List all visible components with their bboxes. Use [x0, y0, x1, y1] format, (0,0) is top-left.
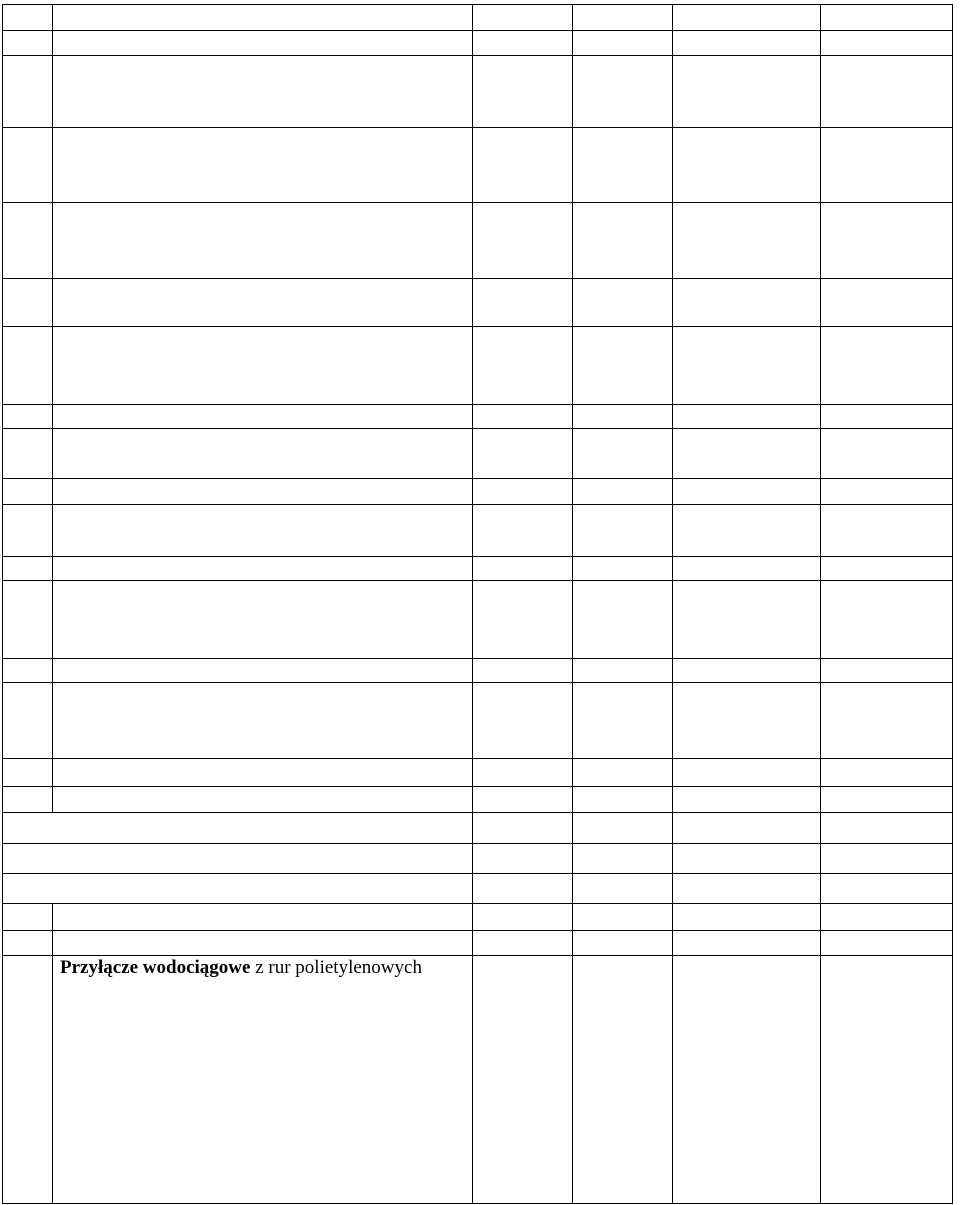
- grid-line: [572, 812, 573, 844]
- grid-line: [52, 202, 53, 279]
- grid-line: [952, 556, 953, 581]
- grid-line: [820, 758, 821, 787]
- grid-line: [2, 812, 3, 844]
- grid-line: [52, 580, 53, 659]
- grid-line: [572, 127, 573, 203]
- grid-line: [2, 843, 953, 844]
- grid-line: [2, 504, 3, 557]
- grid-line: [820, 786, 821, 813]
- grid-line: [672, 428, 673, 479]
- grid-line: [820, 873, 821, 904]
- grid-line: [952, 580, 953, 659]
- grid-line: [952, 955, 953, 1204]
- grid-line: [2, 30, 953, 31]
- grid-line: [672, 812, 673, 844]
- grid-line: [952, 326, 953, 405]
- grid-line: [2, 478, 3, 505]
- grid-line: [572, 903, 573, 931]
- grid-line: [2, 556, 953, 557]
- grid-line: [820, 682, 821, 759]
- grid-line: [2, 478, 953, 479]
- grid-line: [820, 478, 821, 505]
- grid-line: [2, 55, 953, 56]
- grid-line: [472, 580, 473, 659]
- grid-line: [52, 404, 53, 429]
- grid-line: [52, 4, 53, 31]
- grid-line: [472, 404, 473, 429]
- grid-line: [952, 404, 953, 429]
- grid-line: [672, 478, 673, 505]
- grid-line: [952, 55, 953, 128]
- grid-line: [472, 478, 473, 505]
- grid-line: [2, 1203, 953, 1204]
- grid-line: [2, 202, 953, 203]
- grid-line: [952, 478, 953, 505]
- description-rest: z rur polietylenowych: [250, 957, 422, 978]
- grid-line: [52, 127, 53, 203]
- grid-line: [952, 4, 953, 31]
- grid-line: [472, 4, 473, 31]
- grid-line: [2, 580, 953, 581]
- grid-line: [52, 428, 53, 479]
- grid-line: [820, 812, 821, 844]
- grid-line: [672, 658, 673, 683]
- grid-line: [2, 812, 953, 813]
- grid-line: [952, 812, 953, 844]
- grid-line: [2, 786, 3, 813]
- grid-line: [820, 55, 821, 128]
- grid-line: [472, 955, 473, 1204]
- grid-line: [952, 658, 953, 683]
- grid-line: [472, 556, 473, 581]
- grid-line: [572, 278, 573, 327]
- grid-line: [572, 428, 573, 479]
- grid-line: [2, 955, 953, 956]
- grid-line: [820, 504, 821, 557]
- grid-line: [52, 658, 53, 683]
- grid-line: [672, 4, 673, 31]
- grid-line: [672, 504, 673, 557]
- grid-line: [52, 278, 53, 327]
- grid-line: [472, 843, 473, 874]
- grid-line: [52, 504, 53, 557]
- grid-line: [2, 758, 3, 787]
- grid-line: [572, 682, 573, 759]
- grid-line: [952, 278, 953, 327]
- grid-line: [472, 504, 473, 557]
- grid-line: [2, 930, 3, 956]
- grid-line: [52, 786, 53, 813]
- grid-line: [820, 930, 821, 956]
- grid-line: [52, 55, 53, 128]
- grid-line: [952, 127, 953, 203]
- grid-line: [672, 758, 673, 787]
- grid-line: [672, 682, 673, 759]
- grid-line: [52, 758, 53, 787]
- grid-line: [2, 30, 3, 56]
- grid-line: [572, 202, 573, 279]
- grid-line: [472, 682, 473, 759]
- grid-line: [820, 955, 821, 1204]
- grid-line: [472, 278, 473, 327]
- grid-line: [820, 903, 821, 931]
- grid-line: [472, 786, 473, 813]
- grid-line: [572, 478, 573, 505]
- grid-line: [472, 758, 473, 787]
- grid-line: [572, 556, 573, 581]
- grid-line: [672, 955, 673, 1204]
- grid-line: [672, 127, 673, 203]
- grid-line: [2, 55, 3, 128]
- grid-line: [672, 556, 673, 581]
- grid-line: [2, 903, 953, 904]
- grid-line: [472, 202, 473, 279]
- grid-line: [2, 903, 3, 931]
- grid-line: [820, 404, 821, 429]
- grid-line: [472, 658, 473, 683]
- grid-line: [472, 873, 473, 904]
- item-description-line: [60, 957, 470, 979]
- grid-line: [820, 202, 821, 279]
- grid-line: [2, 202, 3, 279]
- grid-line: [52, 556, 53, 581]
- grid-line: [2, 127, 953, 128]
- grid-line: [952, 30, 953, 56]
- grid-line: [672, 55, 673, 128]
- grid-line: [572, 658, 573, 683]
- grid-line: [2, 843, 3, 874]
- grid-line: [952, 202, 953, 279]
- grid-line: [2, 930, 953, 931]
- grid-line: [52, 478, 53, 505]
- grid-line: [820, 30, 821, 56]
- grid-line: [472, 326, 473, 405]
- grid-line: [572, 504, 573, 557]
- grid-line: [472, 30, 473, 56]
- grid-line: [2, 326, 953, 327]
- grid-line: [2, 786, 953, 787]
- grid-line: [2, 4, 953, 5]
- grid-line: [572, 843, 573, 874]
- grid-line: [572, 758, 573, 787]
- grid-line: [52, 903, 53, 931]
- grid-line: [472, 55, 473, 128]
- grid-line: [952, 873, 953, 904]
- grid-line: [472, 812, 473, 844]
- grid-line: [572, 873, 573, 904]
- grid-line: [572, 955, 573, 1204]
- grid-line: [2, 428, 953, 429]
- grid-line: [472, 930, 473, 956]
- grid-line: [2, 580, 3, 659]
- grid-line: [2, 682, 3, 759]
- grid-line: [672, 404, 673, 429]
- grid-line: [2, 955, 3, 1204]
- grid-line: [472, 903, 473, 931]
- grid-line: [572, 404, 573, 429]
- grid-line: [820, 658, 821, 683]
- grid-line: [672, 873, 673, 904]
- grid-line: [672, 903, 673, 931]
- grid-line: [2, 504, 953, 505]
- grid-line: [52, 326, 53, 405]
- grid-line: [820, 127, 821, 203]
- grid-line: [2, 873, 3, 904]
- grid-line: [2, 326, 3, 405]
- grid-line: [952, 930, 953, 956]
- grid-line: [2, 658, 953, 659]
- grid-line: [672, 278, 673, 327]
- grid-line: [952, 786, 953, 813]
- grid-line: [2, 658, 3, 683]
- grid-line: [952, 903, 953, 931]
- grid-line: [2, 404, 3, 429]
- grid-line: [2, 873, 953, 874]
- grid-line: [52, 955, 53, 1204]
- grid-line: [572, 30, 573, 56]
- grid-line: [672, 580, 673, 659]
- grid-line: [952, 682, 953, 759]
- grid-line: [2, 4, 3, 31]
- grid-line: [472, 428, 473, 479]
- grid-line: [820, 278, 821, 327]
- grid-line: [52, 930, 53, 956]
- grid-line: [2, 682, 953, 683]
- grid-line: [952, 758, 953, 787]
- grid-line: [672, 326, 673, 405]
- grid-line: [2, 404, 953, 405]
- bold-prefix: Przyłącze wodociągowe: [60, 957, 251, 978]
- grid-line: [2, 428, 3, 479]
- grid-line: [52, 682, 53, 759]
- grid-line: [672, 30, 673, 56]
- grid-line: [672, 930, 673, 956]
- grid-line: [820, 428, 821, 479]
- grid-line: [672, 202, 673, 279]
- grid-line: [472, 127, 473, 203]
- grid-line: [820, 556, 821, 581]
- grid-line: [672, 843, 673, 874]
- grid-line: [2, 278, 3, 327]
- grid-line: [820, 843, 821, 874]
- grid-line: [820, 326, 821, 405]
- grid-line: [572, 786, 573, 813]
- grid-line: [952, 428, 953, 479]
- grid-line: [820, 4, 821, 31]
- grid-line: [820, 580, 821, 659]
- grid-line: [572, 55, 573, 128]
- grid-line: [2, 127, 3, 203]
- grid-line: [952, 843, 953, 874]
- grid-line: [2, 556, 3, 581]
- grid-line: [572, 930, 573, 956]
- grid-line: [572, 580, 573, 659]
- grid-line: [52, 30, 53, 56]
- grid-line: [952, 504, 953, 557]
- grid-line: [2, 278, 953, 279]
- grid-line: [572, 326, 573, 405]
- grid-line: [672, 786, 673, 813]
- grid-line: [572, 4, 573, 31]
- grid-line: [2, 758, 953, 759]
